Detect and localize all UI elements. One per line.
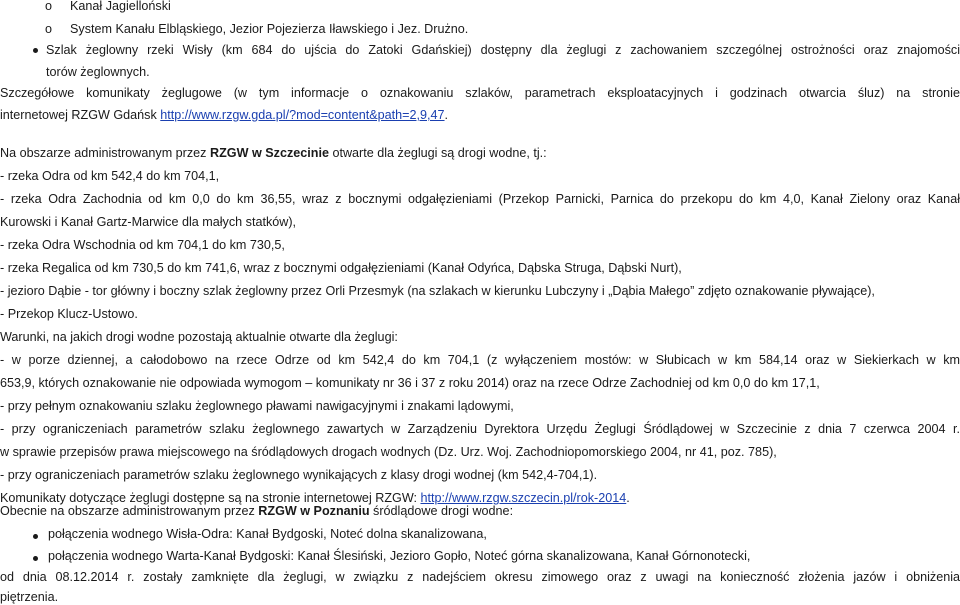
waterway-line: - jezioro Dąbie - tor główny i boczny szlak żeglowny przez Orli Przesmyk (na szlakach w kierunku Lubczyny i „Dąbia Małego” zdjęto oznakowanie pływające), (0, 284, 875, 298)
condition-line: - w porze dziennej, a całodobowo na rzece Odrze od km 542,4 do km 704,1 (z wyłączeniem mostów: w Słubicach w km 584,14 oraz w Siekierkach w km (0, 353, 960, 367)
list-item-kanal-elblaski: System Kanału Elbląskiego, Jezior Pojezierza Iławskiego i Jez. Drużno. (70, 22, 469, 36)
bullet-icon (33, 556, 38, 561)
poznan-intro-end: śródlądowe drogi wodne: (369, 504, 514, 518)
paragraph-vistula-cont: torów żeglownych. (46, 65, 150, 79)
szczecin-intro (0, 145, 547, 161)
paragraph-vistula: Szlak żeglowny rzeki Wisły (km 684 do ujścia do Zatoki Gdańskiej) dostępny dla żeglugi z zachowaniem szczególnej ostrożności oraz znajomości (46, 43, 960, 57)
waterway-line: Kurowski i Kanał Gartz-Marwice dla małych statków), (0, 215, 297, 229)
list-marker-icon: o (45, 0, 53, 13)
paragraph-details-cont (0, 107, 448, 123)
condition-line: - przy pełnym oznakowaniu szlaku żeglownego pławami nawigacyjnymi i znakami lądowymi, (0, 399, 514, 413)
closing-line-cont: piętrzenia. (0, 590, 59, 604)
szczecin-authority: RZGW w Szczecinie (209, 146, 329, 160)
condition-line: - przy ograniczeniach parametrów szlaku żeglownego zawartych w Zarządzeniu Dyrektora Urzędu Żeglugi Śródlądowej w Szczecinie z dnia 7 czerwca 2004 r. (0, 422, 960, 436)
szczecin-intro-text: Na obszarze administrowanym przez (0, 146, 210, 160)
communications-text: Komunikaty dotyczące żeglugi dostępne są na stronie internetowej RZGW: (0, 491, 421, 505)
closing-line: od dnia 08.12.2014 r. zostały zamknięte dla żeglugi, w związku z nadejściem okresu zimowego oraz z uwagi na konieczność złożenia jazów i obniżenia (0, 570, 960, 584)
details-end: . (444, 108, 449, 122)
poznan-item: połączenia wodnego Warta-Kanał Bydgoski: Kanał Ślesiński, Jezioro Gopło, Noteć górna skanalizowana, Kanał Górnonotecki, (48, 549, 751, 563)
list-item-kanal-jagiellonski: Kanał Jagielloński (70, 0, 171, 13)
rzgw-szczecin-link[interactable]: http://www.rzgw.szczecin.pl/rok-2014 (420, 491, 627, 505)
waterway-line: - rzeka Regalica od km 730,5 do km 741,6, wraz z bocznymi odgałęzieniami (Kanał Odyńca, Dąbska Struga, Dąbski Nurt), (0, 261, 682, 275)
poznan-authority: RZGW w Poznaniu (258, 504, 370, 518)
waterway-line: - rzeka Odra od km 542,4 do km 704,1, (0, 169, 220, 183)
waterway-line: - rzeka Odra Wschodnia od km 704,1 do km 730,5, (0, 238, 285, 252)
waterway-line: - Przekop Klucz-Ustowo. (0, 307, 138, 321)
poznan-item: połączenia wodnego Wisła-Odra: Kanał Bydgoski, Noteć dolna skanalizowana, (48, 527, 487, 541)
conditions-heading: Warunki, na jakich drogi wodne pozostają aktualnie otwarte dla żeglugi: (0, 330, 398, 344)
paragraph-details: Szczegółowe komunikaty żeglugowe (w tym informacje o oznakowaniu szlaków, parametrach eksploatacyjnych i godzinach otwarcia śluz) na stronie (0, 86, 960, 100)
rzgw-gdansk-link[interactable]: http://www.rzgw.gda.pl/?mod=content&path=2,9,47 (160, 108, 445, 122)
szczecin-intro-end: otwarte dla żeglugi są drogi wodne, tj.: (328, 146, 547, 160)
poznan-intro (0, 503, 513, 519)
waterway-line: - rzeka Odra Zachodnia od km 0,0 do km 36,55, wraz z bocznymi odgałęzieniami (Przekop Parnicki, Parnica do przekopu do km 4,0, Kanał Zielony oraz Kanał (0, 192, 960, 206)
list-marker-icon: o (45, 22, 53, 36)
bullet-icon (33, 48, 38, 53)
condition-line: w sprawie przepisów prawa miejscowego na śródlądowych drogach wodnych (Dz. Urz. Woj. Zachodniopomorskiego 2004, nr 41, poz. 785), (0, 445, 777, 459)
condition-line: 653,9, których oznakowanie nie odpowiada wymogom – komunikaty nr 36 i 37 z roku 2014) oraz na rzece Odrze Zachodniej od km 0,0 do km 17,1, (0, 376, 820, 390)
details-text: internetowej RZGW Gdańsk (0, 108, 161, 122)
communications-end: . (626, 491, 630, 505)
bullet-icon (33, 534, 38, 539)
condition-line: - przy ograniczeniach parametrów szlaku żeglownego wynikających z klasy drogi wodnej (km 542,4-704,1). (0, 468, 598, 482)
poznan-intro-text: Obecnie na obszarze administrowanym przez (0, 504, 259, 518)
